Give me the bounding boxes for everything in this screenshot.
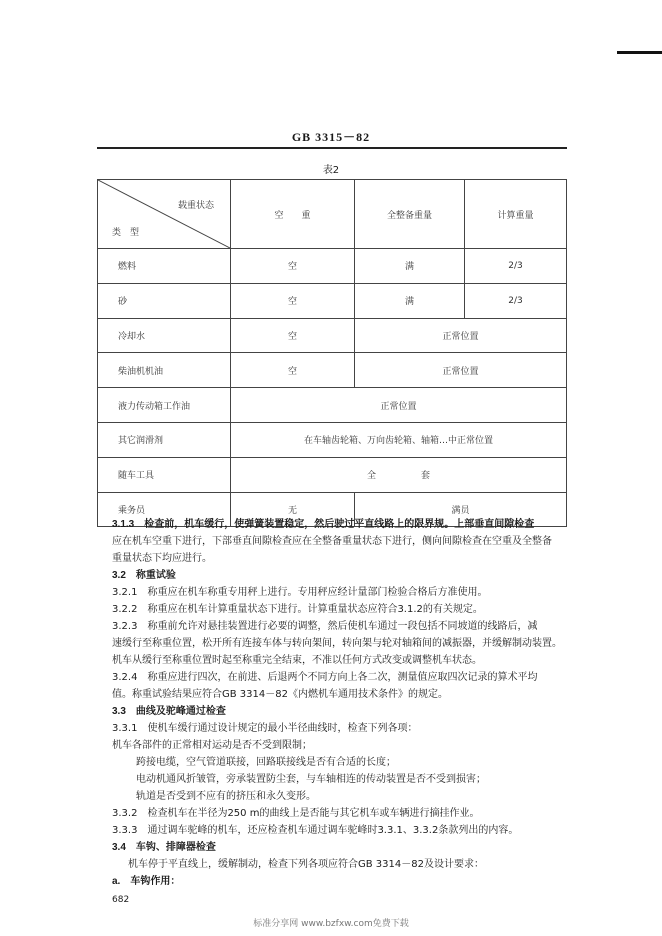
body-text (112, 516, 572, 890)
table-cell: 空 (231, 318, 355, 353)
row-label: 燃料 (98, 249, 231, 284)
table-cell: 空 (231, 249, 355, 284)
body-line: 轨道是否受到不应有的挤压和永久变形。 (136, 791, 316, 802)
table-cell: 无 (231, 492, 355, 527)
table-cell: 满 (355, 283, 465, 318)
col-header: 全整备重量 (355, 180, 465, 249)
table-row (98, 283, 567, 318)
body-line: 机车各部件的正常相对运动是否不受到限制； (112, 740, 312, 751)
table-cell: 正常位置 (355, 318, 567, 353)
section-heading: 3.4 车钩、排障器检查 (112, 842, 216, 853)
table-cell: 正常位置 (355, 353, 567, 388)
body-line: 3.2.3 称重前允许对悬挂装置进行必要的调整，然后使机车通过一段包括不同坡道的线路后，减 (112, 621, 538, 632)
table-cell: 2/3 (465, 283, 567, 318)
body-line: 3.3.3 通过调车驼峰的机车，还应检查机车通过调车驼峰时3.3.1、3.3.2条款列出的内容。 (112, 825, 519, 836)
table-row (98, 422, 567, 457)
body-line: a. 车钩作用： (112, 876, 181, 887)
row-label: 乘务员 (98, 492, 231, 527)
page-number: 682 (112, 895, 130, 905)
body-line: 机车停于平直线上，缓解制动，检查下列各项应符合GB 3314－82及设计要求： (128, 859, 484, 870)
diagonal-header-cell (98, 180, 231, 249)
col-header: 计算重量 (465, 180, 567, 249)
section-heading: 3.3 曲线及驼峰通过检查 (112, 706, 226, 717)
table-row (98, 318, 567, 353)
load-state-table (97, 179, 567, 527)
body-line: 3.1.3 检查前，机车缓行，使弹簧装置稳定，然后驶过平直线路上的限界规。上部垂直间隙检查 (112, 519, 535, 530)
body-line: 跨接电缆，空气管道联接，回路联接线是否有合适的长度； (136, 757, 396, 768)
table-row (98, 388, 567, 423)
body-line: 值。称重试验结果应符合GB 3314－82《内燃机车通用技术条件》的规定。 (112, 689, 448, 700)
header-rule (97, 147, 567, 149)
table-cell: 空 (231, 283, 355, 318)
body-line: 3.2.2 称重应在机车计算重量状态下进行。计算重量状态应符合3.1.2的有关规定。 (112, 604, 483, 615)
table-header-row (98, 180, 567, 249)
standard-code-header: GB 3315－82 (291, 130, 371, 144)
body-line: 3.2.4 称重应进行四次，在前进、后退两个不同方向上各二次，测量值应取四次记录的算术平均 (112, 672, 538, 683)
table-cell: 2/3 (465, 249, 567, 284)
table-row (98, 353, 567, 388)
diag-label-load-state: 载重状态 (177, 201, 214, 211)
table-cell: 满 (355, 249, 465, 284)
body-line: 3.3.1 使机车缓行通过设计规定的最小半径曲线时，检查下列各项： (112, 723, 418, 734)
table-cell: 全 套 (231, 457, 567, 492)
table-row (98, 249, 567, 284)
table-cell: 正常位置 (231, 388, 567, 423)
body-line: 电动机通风折皱管，旁承装置防尘套，与车轴相连的传动装置是否不受到损害； (136, 774, 486, 785)
table-title: 表2 (322, 165, 340, 176)
row-label: 液力传动箱工作油 (98, 388, 231, 423)
diag-label-type: 类 型 (112, 228, 140, 238)
body-line: 机车从缓行至称重位置时起至称重完全结束，不准以任何方式改变或调整机车状态。 (112, 655, 482, 666)
footer-watermark: 标准分享网 www.bzfxw.com免费下载 (253, 919, 409, 929)
table-cell: 满员 (355, 492, 567, 527)
body-line: 3.3.2 检查机车在半径为250 m的曲线上是否能与其它机车或车辆进行摘挂作业。 (112, 808, 480, 819)
row-label: 柴油机机油 (98, 353, 231, 388)
row-label: 冷却水 (98, 318, 231, 353)
body-line: 速缓行至称重位置，松开所有连接车体与转向架间，转向架与轮对轴箱间的减振器，并缓解制动装置。 (112, 638, 562, 649)
body-line: 应在机车空重下进行，下部垂直间隙检查应在全整备重量状态下进行，侧向间隙检查在空重及全整备 (112, 536, 552, 547)
body-line: 重量状态下均应进行。 (112, 553, 212, 564)
table-row (98, 457, 567, 492)
table-cell: 在车轴齿轮箱、万向齿轮箱、轴箱…中正常位置 (231, 422, 567, 457)
row-label: 砂 (98, 283, 231, 318)
section-heading: 3.2 称重试验 (112, 570, 176, 581)
row-label: 其它润滑剂 (98, 422, 231, 457)
corner-mark (617, 51, 662, 54)
row-label: 随车工具 (98, 457, 231, 492)
col-header: 空 重 (231, 180, 355, 249)
body-line: 3.2.1 称重应在机车称重专用秤上进行。专用秤应经计量部门检验合格后方准使用。 (112, 587, 488, 598)
table-cell: 空 (231, 353, 355, 388)
